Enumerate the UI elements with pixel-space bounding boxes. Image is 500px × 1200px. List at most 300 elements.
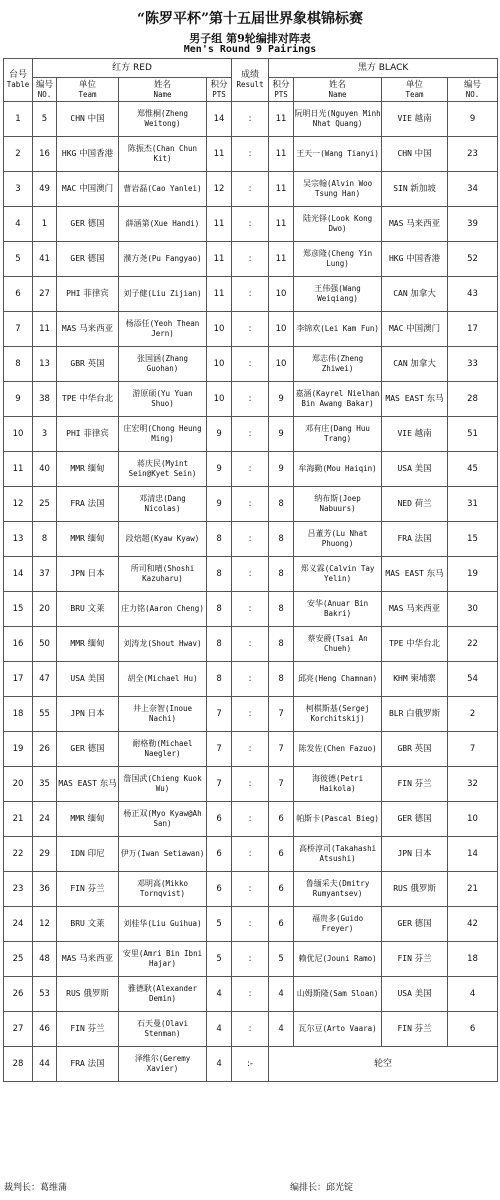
black-team <box>382 697 448 732</box>
red-name-cn: 石天曼 <box>136 1019 161 1028</box>
black-pts-text: 11 <box>275 183 287 194</box>
black-pts <box>269 522 294 557</box>
red-team-name: 缅甸 <box>87 638 105 649</box>
black-name <box>294 207 382 242</box>
red-pts-text: 8 <box>216 603 222 614</box>
red-name-en: (Myo Kyaw@Ah San) <box>147 809 202 828</box>
black-no-text: 31 <box>467 498 478 509</box>
table-number <box>4 837 33 872</box>
black-team <box>382 487 448 522</box>
red-team-name: 东马 <box>99 778 117 789</box>
black-team-code: FRA <box>397 533 412 543</box>
red-team-name: 中国 <box>87 113 105 124</box>
red-no-text: 47 <box>39 673 50 684</box>
red-team <box>57 697 119 732</box>
red-name-en: (Amri Bin Ibni Hajar) <box>138 949 203 968</box>
red-team-code: BRU <box>70 603 85 613</box>
black-pts-text: 7 <box>278 778 284 789</box>
result-text: : <box>248 848 252 859</box>
result-text: : <box>248 638 252 649</box>
table-number <box>4 907 33 942</box>
header-black-pts: 积分 PTS <box>269 78 294 102</box>
result <box>232 592 269 627</box>
result-text: : <box>248 463 252 474</box>
table-number <box>4 942 33 977</box>
result-text: : <box>248 183 252 194</box>
red-name-en: (Yu Yuan Shuo) <box>151 389 193 408</box>
black-no <box>448 277 498 312</box>
red-pts <box>207 382 232 417</box>
black-team <box>382 137 448 172</box>
red-pts-text: 4 <box>216 1023 222 1034</box>
table-number <box>4 767 33 802</box>
red-name-cn: 刘桂华 <box>123 919 148 928</box>
red-team <box>57 837 119 872</box>
result <box>232 662 269 697</box>
black-name <box>294 627 382 662</box>
black-team-name: 东马 <box>426 568 444 579</box>
black-no <box>448 697 498 732</box>
table-number-text: 3 <box>15 183 21 194</box>
red-pts-text: 10 <box>213 358 225 369</box>
red-pts <box>207 662 232 697</box>
black-name-en: (Look Kong Dwo) <box>326 214 373 233</box>
black-pts-text: 7 <box>278 708 284 719</box>
black-team-code: GER <box>397 813 412 823</box>
table-number-text: 19 <box>12 743 24 754</box>
result-text: : <box>248 533 252 544</box>
black-pts <box>269 242 294 277</box>
red-pts-text: 5 <box>216 953 222 964</box>
red-name-cn: 濮方尧 <box>123 254 148 263</box>
black-name-cn: 瓦尔豆 <box>298 1024 323 1033</box>
red-team-name: 德国 <box>87 743 105 754</box>
table-number <box>4 697 33 732</box>
red-name <box>119 312 207 347</box>
red-name-en: (Alexander Demin) <box>148 984 198 1003</box>
table-number <box>4 627 33 662</box>
red-name-en: (Aaron Cheng) <box>145 604 204 613</box>
red-pts-text: 9 <box>216 463 222 474</box>
black-pts-text: 10 <box>275 323 287 334</box>
black-no <box>448 417 498 452</box>
black-team <box>382 872 448 907</box>
red-team-name: 文莱 <box>87 603 105 614</box>
header-table: 台号 Table <box>4 59 33 102</box>
red-no <box>33 697 57 732</box>
red-name-cn: 郑惟桐 <box>136 109 161 118</box>
red-team-name: 中国香港 <box>79 148 114 159</box>
black-no <box>448 1012 498 1047</box>
black-name-cn: 李锦欢 <box>296 324 321 333</box>
red-name-cn: 井上奈智 <box>132 704 165 713</box>
black-team-name: 德国 <box>414 918 432 929</box>
black-pts <box>269 452 294 487</box>
red-pts-text: 9 <box>216 428 222 439</box>
black-team <box>382 942 448 977</box>
black-no <box>448 557 498 592</box>
result <box>232 732 269 767</box>
red-name-cn: 游原硕 <box>132 389 157 398</box>
red-name <box>119 417 207 452</box>
bye <box>269 1047 498 1082</box>
red-name-cn: 耐格勒 <box>132 739 157 748</box>
result-text: : <box>248 918 252 929</box>
black-no-text: 23 <box>467 148 478 159</box>
black-name <box>294 382 382 417</box>
result <box>232 942 269 977</box>
black-name-en: (Arto Vaara) <box>322 1024 377 1033</box>
black-no-text: 30 <box>467 603 478 614</box>
table-number <box>4 137 33 172</box>
red-name <box>119 522 207 557</box>
black-team-code: FIN <box>397 1023 412 1033</box>
red-team <box>57 802 119 837</box>
black-team-code: GER <box>397 918 412 928</box>
red-name-en: (Chong Heung Ming) <box>147 424 202 443</box>
red-pts <box>207 487 232 522</box>
result <box>232 627 269 662</box>
black-team <box>382 102 448 137</box>
black-pts <box>269 382 294 417</box>
table-row <box>4 662 498 697</box>
red-pts-text: 10 <box>213 393 225 404</box>
red-team-code: MMR <box>70 463 85 473</box>
table-row <box>4 592 498 627</box>
red-pts <box>207 732 232 767</box>
table-row <box>4 312 498 347</box>
black-no-text: 51 <box>467 428 478 439</box>
black-no <box>448 837 498 872</box>
red-pts <box>207 417 232 452</box>
table-number <box>4 802 33 837</box>
black-name-cn: 邱亮 <box>297 674 314 683</box>
black-pts <box>269 872 294 907</box>
header-red-pts: 积分 PTS <box>207 78 232 102</box>
red-pts <box>207 347 232 382</box>
black-pts-text: 6 <box>278 918 284 929</box>
red-pts-text: 4 <box>216 988 222 999</box>
red-pts-text: 6 <box>216 813 222 824</box>
black-team-name: 德国 <box>414 813 432 824</box>
red-no-text: 25 <box>39 498 50 509</box>
result <box>232 347 269 382</box>
result-text: : <box>248 323 252 334</box>
red-team <box>57 592 119 627</box>
black-no-text: 43 <box>467 288 478 299</box>
black-name-cn: 赖优尼 <box>298 954 323 963</box>
black-name-cn: 邓有庄 <box>305 424 330 433</box>
red-no-text: 11 <box>39 323 50 334</box>
red-name-en: (Olavi Stenman) <box>144 1019 189 1038</box>
result <box>232 277 269 312</box>
red-name-cn: 薛涵第 <box>125 219 150 228</box>
red-name-cn: 安里 <box>122 949 139 958</box>
red-name-cn: 雅德耿 <box>127 984 152 993</box>
red-pts <box>207 207 232 242</box>
result <box>232 872 269 907</box>
black-pts <box>269 977 294 1012</box>
table-row <box>4 277 498 312</box>
black-team-name: 中华台北 <box>406 638 441 649</box>
red-pts-text: 4 <box>216 1058 222 1069</box>
black-no <box>448 592 498 627</box>
black-no-text: 52 <box>467 253 478 264</box>
black-pts <box>269 137 294 172</box>
red-team <box>57 627 119 662</box>
red-name <box>119 557 207 592</box>
black-name-cn: 牟海勤 <box>298 464 323 473</box>
red-no <box>33 872 57 907</box>
black-no-text: 18 <box>467 953 478 964</box>
red-name <box>119 592 207 627</box>
red-pts-text: 11 <box>213 288 225 299</box>
red-no <box>33 1047 57 1082</box>
result <box>232 207 269 242</box>
chief-arranger: 编排长：邱光锭 <box>290 1183 354 1193</box>
black-name-cn: 蔡安爵 <box>307 634 332 643</box>
black-pts-text: 5 <box>278 953 284 964</box>
red-no <box>33 207 57 242</box>
red-team <box>57 767 119 802</box>
black-no <box>448 977 498 1012</box>
black-name-en: (Guido Freyer) <box>321 914 364 933</box>
red-team-name: 中国澳门 <box>79 183 114 194</box>
black-team <box>382 242 448 277</box>
black-pts <box>269 557 294 592</box>
header-red-name: 姓名 Name <box>119 78 207 102</box>
black-name <box>294 907 382 942</box>
result <box>232 312 269 347</box>
table-number <box>4 277 33 312</box>
black-team-code: MAS <box>388 218 404 228</box>
red-pts-text: 10 <box>213 323 225 334</box>
table-number-text: 7 <box>15 323 21 334</box>
result <box>232 522 269 557</box>
red-name <box>119 907 207 942</box>
red-no-text: 1 <box>41 218 48 229</box>
table-number <box>4 872 33 907</box>
black-pts <box>269 697 294 732</box>
table-number-text: 2 <box>15 148 21 159</box>
red-name-cn: 杨添任 <box>125 319 150 328</box>
black-pts <box>269 767 294 802</box>
red-pts <box>207 942 232 977</box>
red-team-name: 缅甸 <box>87 813 105 824</box>
result <box>232 1012 269 1047</box>
result-text: : <box>248 708 252 719</box>
red-pts <box>207 522 232 557</box>
black-team-code: GBR <box>397 743 412 753</box>
black-team <box>382 452 448 487</box>
red-team <box>57 417 119 452</box>
red-team-code: PHI <box>66 428 81 438</box>
result <box>232 802 269 837</box>
black-team-code: VIE <box>397 113 412 123</box>
red-pts-text: 8 <box>216 638 222 649</box>
red-name-en: (Shout Hwav) <box>147 639 202 648</box>
black-team-name: 加拿大 <box>410 288 436 299</box>
black-team-code: MAS EAST <box>385 568 424 578</box>
red-team <box>57 522 119 557</box>
header-black-name: 姓名 Name <box>294 78 382 102</box>
black-team-code: SIN <box>393 183 408 193</box>
red-name <box>119 942 207 977</box>
red-team-code: FIN <box>70 883 85 893</box>
red-team <box>57 977 119 1012</box>
black-name <box>294 487 382 522</box>
red-pts <box>207 627 232 662</box>
black-team <box>382 172 448 207</box>
red-team <box>57 1012 119 1047</box>
red-name-en: (Dang Nicolas) <box>144 494 186 513</box>
red-name <box>119 1012 207 1047</box>
black-pts <box>269 207 294 242</box>
table-number-text: 17 <box>12 673 24 684</box>
black-name-cn: 陆光铎 <box>302 214 327 223</box>
page-subtitle: 男子组 第9轮编排对阵表 <box>189 32 311 45</box>
red-name-cn: 曹岩磊 <box>123 184 148 193</box>
black-team-name: 芬兰 <box>414 778 432 789</box>
red-pts-text: 7 <box>216 743 222 754</box>
result <box>232 452 269 487</box>
result <box>232 102 269 137</box>
red-name-cn: 庄宏明 <box>123 424 148 433</box>
red-no <box>33 557 57 592</box>
red-team-code: MAS <box>61 953 77 963</box>
black-team-name: 加拿大 <box>410 358 436 369</box>
black-pts-text: 10 <box>275 358 287 369</box>
black-team-code: KHM <box>393 673 408 683</box>
table-number-text: 8 <box>15 358 21 369</box>
black-no <box>448 312 498 347</box>
header-result: 成绩 Result <box>232 59 269 102</box>
red-no-text: 48 <box>39 953 50 964</box>
red-name-cn: 邓清忠 <box>139 494 164 503</box>
red-name-cn: 詹国武 <box>123 774 148 783</box>
red-no <box>33 662 57 697</box>
black-pts-text: 4 <box>278 988 284 999</box>
black-no-text: 45 <box>467 463 478 474</box>
red-team-code: JPN <box>70 568 85 578</box>
black-name-cn: 柯棋斯基 <box>305 704 338 713</box>
result-text: : <box>248 498 252 509</box>
black-team-name: 越南 <box>414 113 432 124</box>
table-number <box>4 1047 33 1082</box>
red-team-name: 法国 <box>87 498 105 509</box>
red-team-code: MMR <box>70 533 85 543</box>
red-pts-text: 11 <box>213 253 225 264</box>
table-row <box>4 452 498 487</box>
black-name-en: (Jouni Ramo) <box>322 954 377 963</box>
red-team-name: 缅甸 <box>87 533 105 544</box>
black-name <box>294 697 382 732</box>
red-team <box>57 942 119 977</box>
table-row <box>4 872 498 907</box>
red-pts-text: 14 <box>213 113 225 124</box>
black-team-code: VIE <box>397 428 412 438</box>
red-no <box>33 417 57 452</box>
black-no-text: 2 <box>469 708 476 719</box>
red-name-en: (Chan Chun Kit) <box>151 144 198 163</box>
red-name <box>119 627 207 662</box>
red-name-en: (Xue Handi) <box>149 219 200 228</box>
black-team-code: MAC <box>388 323 404 333</box>
red-no <box>33 1012 57 1047</box>
black-team-name: 东马 <box>426 393 444 404</box>
table-row <box>4 207 498 242</box>
red-team-name: 中华台北 <box>79 393 114 404</box>
red-no-text: 12 <box>39 918 50 929</box>
red-name-en: (Liu Guihua) <box>147 919 202 928</box>
black-name <box>294 347 382 382</box>
red-team <box>57 907 119 942</box>
result <box>232 907 269 942</box>
red-name-cn: 段焙超 <box>125 534 150 543</box>
black-pts-text: 11 <box>275 218 287 229</box>
black-no <box>448 802 498 837</box>
black-no-text: 9 <box>469 113 476 124</box>
red-team-code: RUS <box>66 988 81 998</box>
table-number <box>4 347 33 382</box>
table-row <box>4 802 498 837</box>
table-row <box>4 347 498 382</box>
red-name-cn: 胡全 <box>127 674 144 683</box>
table-row <box>4 242 498 277</box>
black-no-text: 54 <box>467 673 478 684</box>
black-name <box>294 557 382 592</box>
black-team-code: MAS <box>388 603 404 613</box>
black-no <box>448 767 498 802</box>
black-team-code: NED <box>397 498 412 508</box>
result <box>232 242 269 277</box>
red-no <box>33 277 57 312</box>
black-team <box>382 557 448 592</box>
black-team-name: 日本 <box>414 848 432 859</box>
black-team-code: MAS EAST <box>385 393 424 403</box>
table-number <box>4 242 33 277</box>
chief-referee: 裁判长：葛维蒲 <box>4 1183 68 1193</box>
table-row <box>4 417 498 452</box>
red-name-cn: 伊万 <box>120 849 137 858</box>
black-team-name: 美国 <box>414 463 432 474</box>
red-name-en: (Iwan Setiawan) <box>136 849 205 858</box>
red-pts-text: 8 <box>216 673 222 684</box>
red-name-cn: 庄力铭 <box>121 604 146 613</box>
black-name-cn: 高桥淳司 <box>298 844 331 853</box>
black-name <box>294 592 382 627</box>
red-name <box>119 487 207 522</box>
red-team-code: MMR <box>70 638 85 648</box>
black-no <box>448 207 498 242</box>
red-pts-text: 11 <box>213 218 225 229</box>
red-team-name: 芬兰 <box>87 1023 105 1034</box>
black-name-en: (Lu Nhat Phuong) <box>321 529 368 548</box>
black-no-text: 6 <box>469 1023 476 1034</box>
result-text: :- <box>247 1058 254 1069</box>
black-team-name: 越南 <box>414 428 432 439</box>
black-no <box>448 172 498 207</box>
red-team-code: MAC <box>61 183 77 193</box>
black-name-en: (Wang Tianyi) <box>320 149 379 158</box>
table-number-text: 11 <box>12 463 24 474</box>
black-name-en: (Takahashi Atsushi) <box>319 844 377 863</box>
red-team <box>57 872 119 907</box>
black-pts-text: 9 <box>278 393 284 404</box>
red-name <box>119 837 207 872</box>
red-team-code: MAS EAST <box>58 778 97 788</box>
black-name <box>294 312 382 347</box>
